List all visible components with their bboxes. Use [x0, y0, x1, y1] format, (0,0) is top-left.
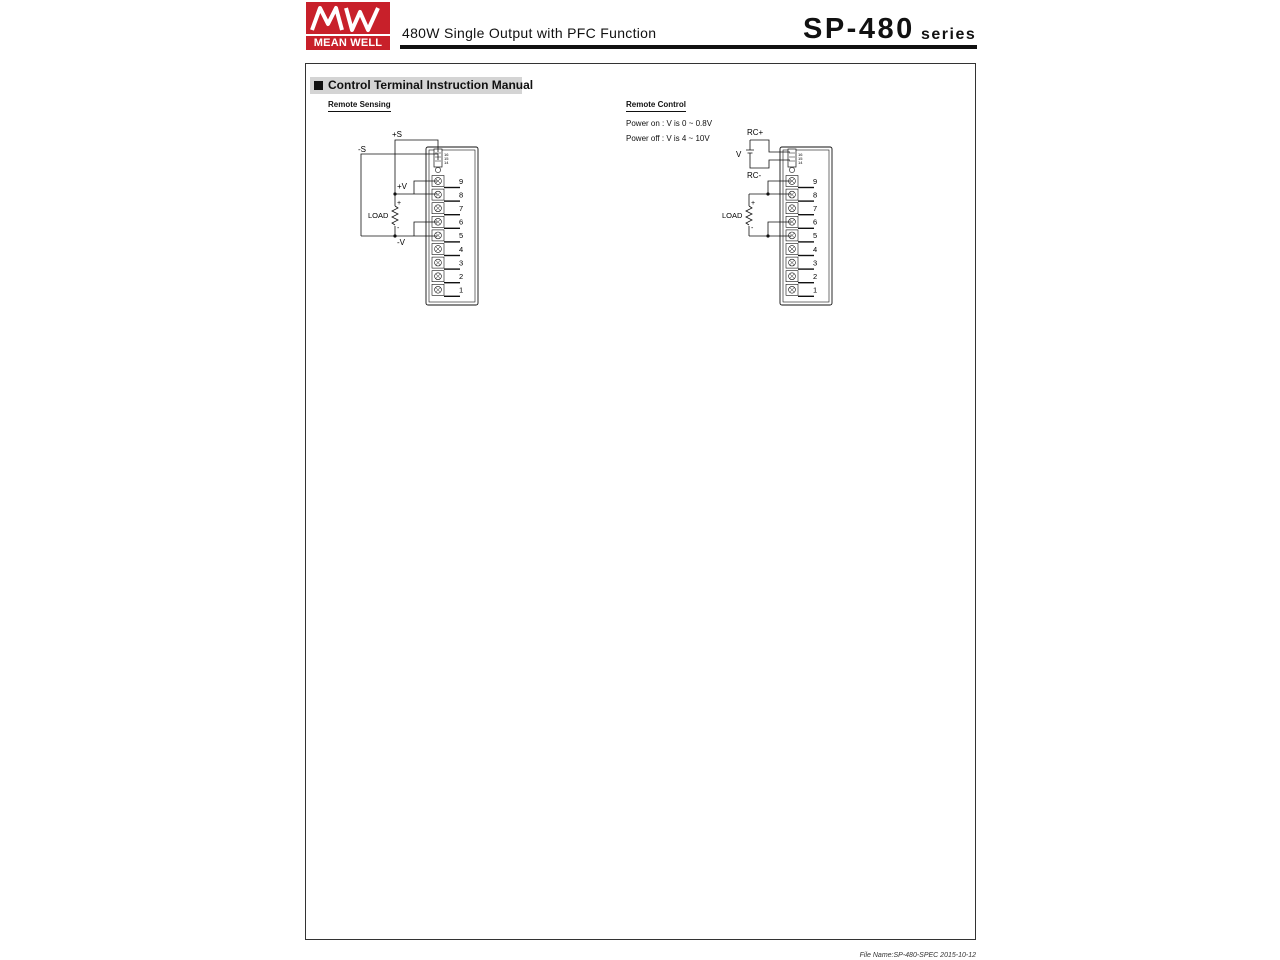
- remote-control-title: Remote Control: [626, 100, 686, 112]
- terminal-number: 9: [459, 176, 464, 186]
- terminal-number: 2: [459, 272, 464, 281]
- label-plus-v: +V: [397, 182, 408, 191]
- terminal-number: 8: [459, 190, 464, 200]
- label-load-minus: -: [751, 225, 754, 232]
- terminal-number: 3: [459, 258, 464, 268]
- remote-sensing-diagram: [358, 130, 478, 305]
- terminal-number: 8: [813, 190, 818, 200]
- terminal-number: 1: [459, 285, 464, 295]
- terminal-number: 4: [459, 244, 464, 254]
- label-minus-s: -S: [358, 145, 366, 154]
- pin-number: 14: [798, 160, 803, 165]
- section-title: Control Terminal Instruction Manual: [328, 78, 534, 92]
- file-info: File Name:SP-480-SPEC 2015-10-12: [859, 952, 976, 959]
- terminal-number: 9: [813, 176, 818, 186]
- pin-number: 15: [798, 156, 803, 161]
- series-label: series: [921, 26, 977, 43]
- terminal-number: 4: [813, 244, 818, 254]
- label-v: V: [736, 150, 742, 159]
- label-load-plus: +: [751, 200, 756, 207]
- power-off-note: Power off : V is 4 ~ 10V: [626, 134, 710, 143]
- terminal-number: 6: [813, 217, 818, 227]
- label-rc-plus: RC+: [747, 128, 764, 137]
- model-name: SP-480: [803, 13, 915, 45]
- label-load-plus: +: [397, 200, 402, 207]
- pin-number: 16: [798, 152, 803, 157]
- label-minus-v: -V: [397, 238, 405, 247]
- pin-number: 14: [444, 160, 449, 165]
- label-load: LOAD: [722, 211, 743, 220]
- terminal-number: 2: [813, 272, 818, 281]
- terminal-number: 1: [813, 285, 818, 295]
- pin-number: 15: [444, 156, 449, 161]
- label-plus-s: +S: [392, 130, 403, 139]
- terminal-number: 7: [459, 204, 464, 213]
- label-load: LOAD: [368, 211, 389, 220]
- terminal-number: 5: [459, 231, 464, 241]
- terminal-number: 5: [813, 231, 818, 241]
- terminal-number: 6: [459, 217, 464, 227]
- pin-number: 16: [444, 152, 449, 157]
- remote-sensing-title: Remote Sensing: [328, 100, 391, 112]
- power-on-note: Power on : V is 0 ~ 0.8V: [626, 119, 713, 128]
- product-subtitle: 480W Single Output with PFC Function: [402, 25, 657, 41]
- logo-brand-text: MEAN WELL: [306, 34, 390, 50]
- terminal-number: 7: [813, 204, 818, 213]
- label-load-minus: -: [397, 225, 400, 232]
- label-rc-minus: RC-: [747, 171, 762, 180]
- terminal-number: 3: [813, 258, 818, 268]
- remote-control-diagram: [722, 128, 832, 305]
